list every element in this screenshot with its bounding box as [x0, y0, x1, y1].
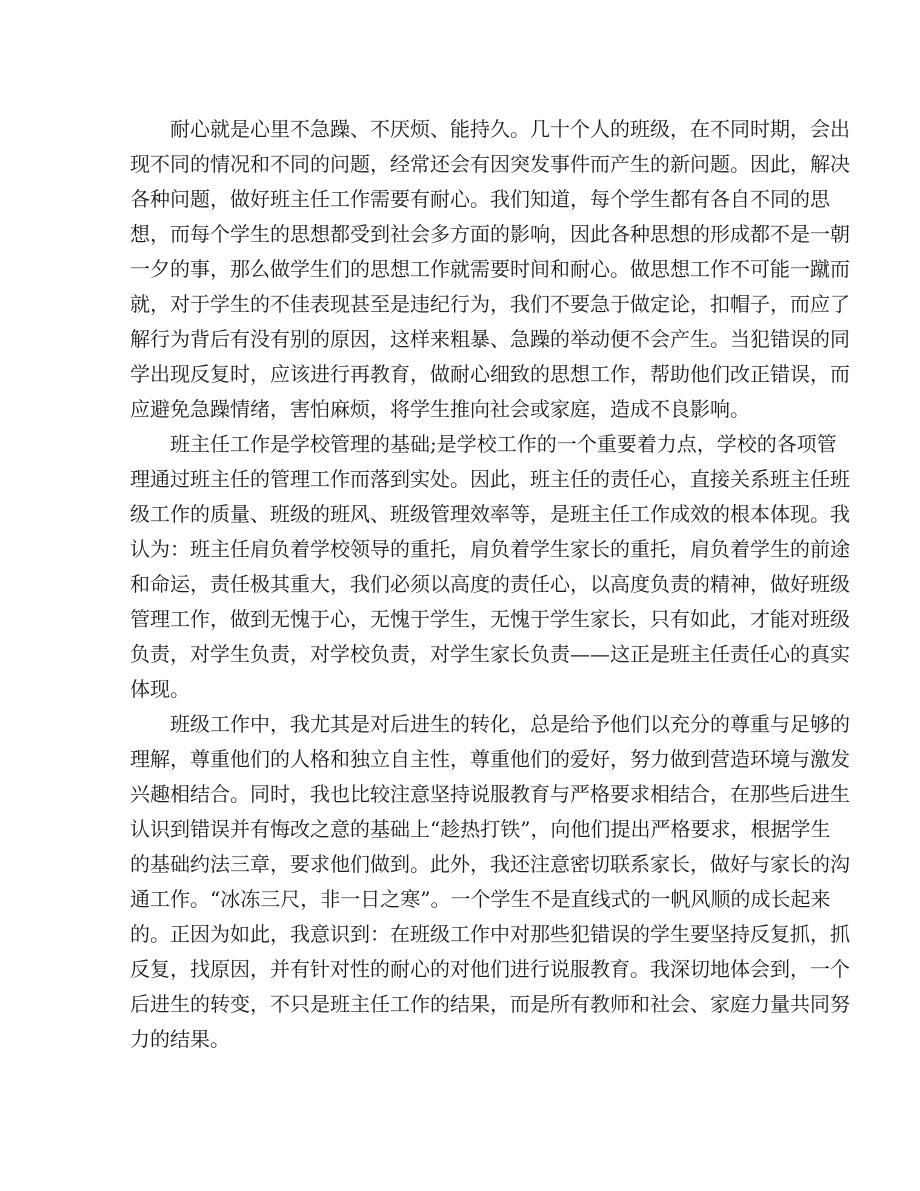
paragraph-line: 理解，尊重他们的人格和独立自主性，尊重他们的爱好，努力做到营造环境与激发	[130, 747, 850, 771]
paragraph-line: 通工作。“冰冻三尺，非一日之寒”。一个学生不是直线式的一帆风顺的成长起来	[130, 887, 831, 911]
paragraph-line: 理通过班主任的管理工作而落到实处。因此，班主任的责任心，直接关系班主任班	[130, 467, 850, 491]
paragraph-line: 反复，找原因，并有针对性的耐心的对他们进行说服教育。我深切地体会到，一个	[130, 957, 850, 981]
paragraph-underachievers	[130, 707, 850, 1057]
paragraph-line: 负责，对学生负责，对学校负责，对学生家长负责——这正是班主任责任心的真实	[130, 642, 850, 666]
paragraph-line: 兴趣相结合。同时，我也比较注意坚持说服教育与严格要求相结合，在那些后进生	[130, 782, 850, 806]
paragraph-line: 学出现反复时，应该进行再教育，做耐心细致的思想工作，帮助他们改正错误，而	[130, 362, 850, 386]
paragraph-patience	[130, 112, 850, 427]
paragraph-line: 管理工作，做到无愧于心，无愧于学生，无愧于学生家长，只有如此，才能对班级	[130, 607, 850, 631]
document-body	[130, 112, 850, 1057]
paragraph-line: 级工作的质量、班级的班风、班级管理效率等，是班主任工作成效的根本体现。我	[130, 502, 850, 526]
paragraph-line: 一夕的事，那么做学生们的思想工作就需要时间和耐心。做思想工作不可能一蹴而	[130, 257, 850, 281]
paragraph-line: 想，而每个学生的思想都受到社会多方面的影响，因此各种思想的形成都不是一朝	[130, 222, 850, 246]
paragraph-line: 班级工作中，我尤其是对后进生的转化，总是给予他们以充分的尊重与足够的	[170, 712, 850, 736]
paragraph-line: 认识到错误并有悔改之意的基础上“趁热打铁”，向他们提出严格要求，根据学生	[130, 817, 831, 841]
paragraph-responsibility	[130, 427, 850, 707]
paragraph-line: 现不同的情况和不同的问题，经常还会有因突发事件而产生的新问题。因此，解决	[130, 152, 850, 176]
paragraph-line: 耐心就是心里不急躁、不厌烦、能持久。几十个人的班级，在不同时期，会出	[170, 117, 850, 141]
paragraph-line: 各种问题，做好班主任工作需要有耐心。我们知道，每个学生都有各自不同的思	[130, 187, 830, 211]
paragraph-line: 的基础约法三章，要求他们做到。此外，我还注意密切联系家长，做好与家长的沟	[130, 852, 850, 876]
paragraph-line: 班主任工作是学校管理的基础;是学校工作的一个重要着力点，学校的各项管	[170, 432, 837, 456]
paragraph-line: 和命运，责任极其重大，我们必须以高度的责任心，以高度负责的精神，做好班级	[130, 572, 850, 596]
paragraph-line: 后进生的转变，不只是班主任工作的结果，而是所有教师和社会、家庭力量共同努	[130, 992, 850, 1016]
paragraph-line: 应避免急躁情绪，害怕麻烦，将学生推向社会或家庭，造成不良影响。	[130, 397, 750, 421]
paragraph-line: 体现。	[130, 677, 190, 701]
paragraph-line: 的。正因为如此，我意识到：在班级工作中对那些犯错误的学生要坚持反复抓，抓	[130, 922, 850, 946]
paragraph-line: 力的结果。	[130, 1027, 230, 1051]
paragraph-line: 就，对于学生的不佳表现甚至是违纪行为，我们不要急于做定论，扣帽子，而应了	[130, 292, 850, 316]
paragraph-line: 认为：班主任肩负着学校领导的重托，肩负着学生家长的重托，肩负着学生的前途	[130, 537, 850, 561]
paragraph-line: 解行为背后有没有别的原因，这样来粗暴、急躁的举动便不会产生。当犯错误的同	[130, 327, 850, 351]
